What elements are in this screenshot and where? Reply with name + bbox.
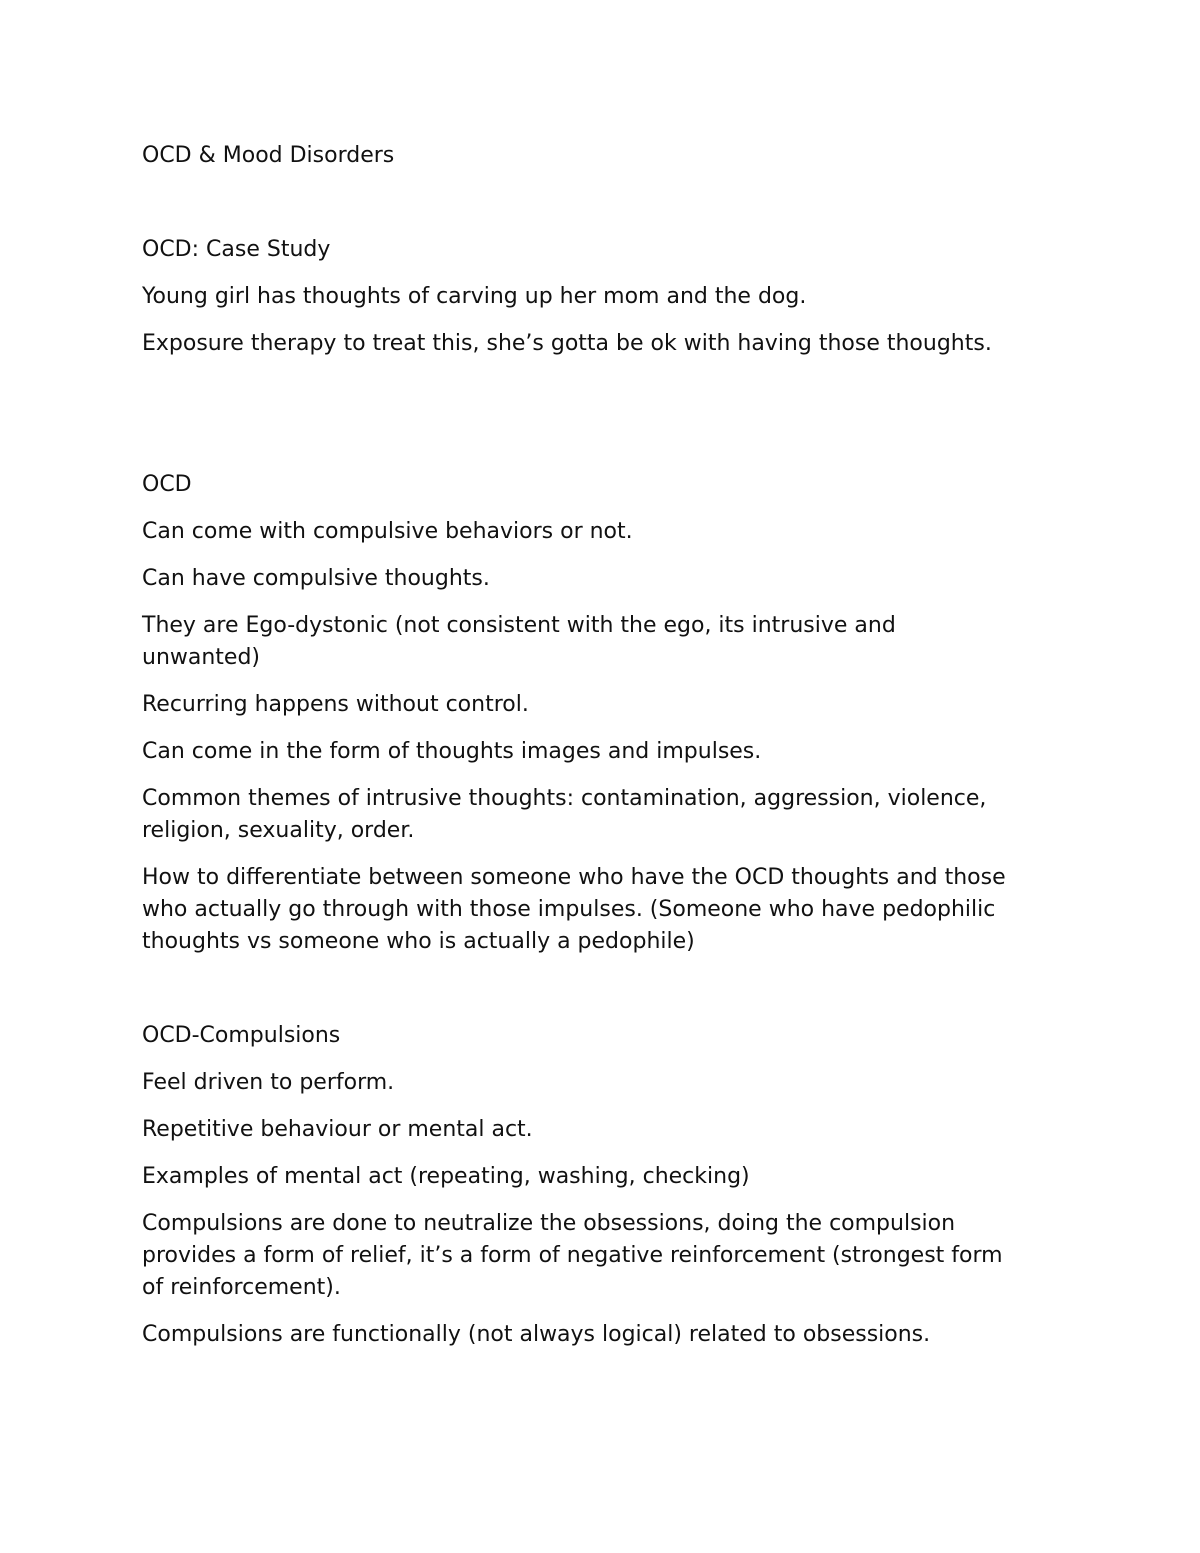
section-heading-compulsions: OCD-Compulsions xyxy=(142,1023,341,1048)
paragraph: They are Ego-dystonic (not consistent with the ego, its intrusive and unwanted) xyxy=(142,613,896,670)
paragraph: Common themes of intrusive thoughts: contamination, aggression, violence, religion, sexuality, order. xyxy=(142,786,987,843)
paragraph: Exposure therapy to treat this, she’s gotta be ok with having those thoughts. xyxy=(142,331,992,356)
paragraph: Can have compulsive thoughts. xyxy=(142,566,490,591)
paragraph: Can come with compulsive behaviors or not. xyxy=(142,519,633,544)
paragraph: Recurring happens without control. xyxy=(142,692,529,717)
paragraph: Young girl has thoughts of carving up her mom and the dog. xyxy=(142,284,807,309)
section-heading-case-study: OCD: Case Study xyxy=(142,237,331,262)
document-title: OCD & Mood Disorders xyxy=(142,143,395,168)
paragraph: Repetitive behaviour or mental act. xyxy=(142,1117,533,1142)
paragraph: Examples of mental act (repeating, washing, checking) xyxy=(142,1164,750,1189)
paragraph: Compulsions are done to neutralize the obsessions, doing the compulsion provides a form of relief, it’s a form of negative reinforcement (strongest form of reinforcement). xyxy=(142,1211,1003,1300)
section-heading-ocd: OCD xyxy=(142,472,192,497)
document-body xyxy=(142,140,1062,1366)
paragraph: Feel driven to perform. xyxy=(142,1070,395,1095)
paragraph: Compulsions are functionally (not always logical) related to obsessions. xyxy=(142,1322,931,1347)
paragraph: How to differentiate between someone who have the OCD thoughts and those who actually go through with those impulses. (Someone who have pedophilic thoughts vs someone who is actually a pedophile) xyxy=(142,865,1006,954)
paragraph: Can come in the form of thoughts images and impulses. xyxy=(142,739,762,764)
